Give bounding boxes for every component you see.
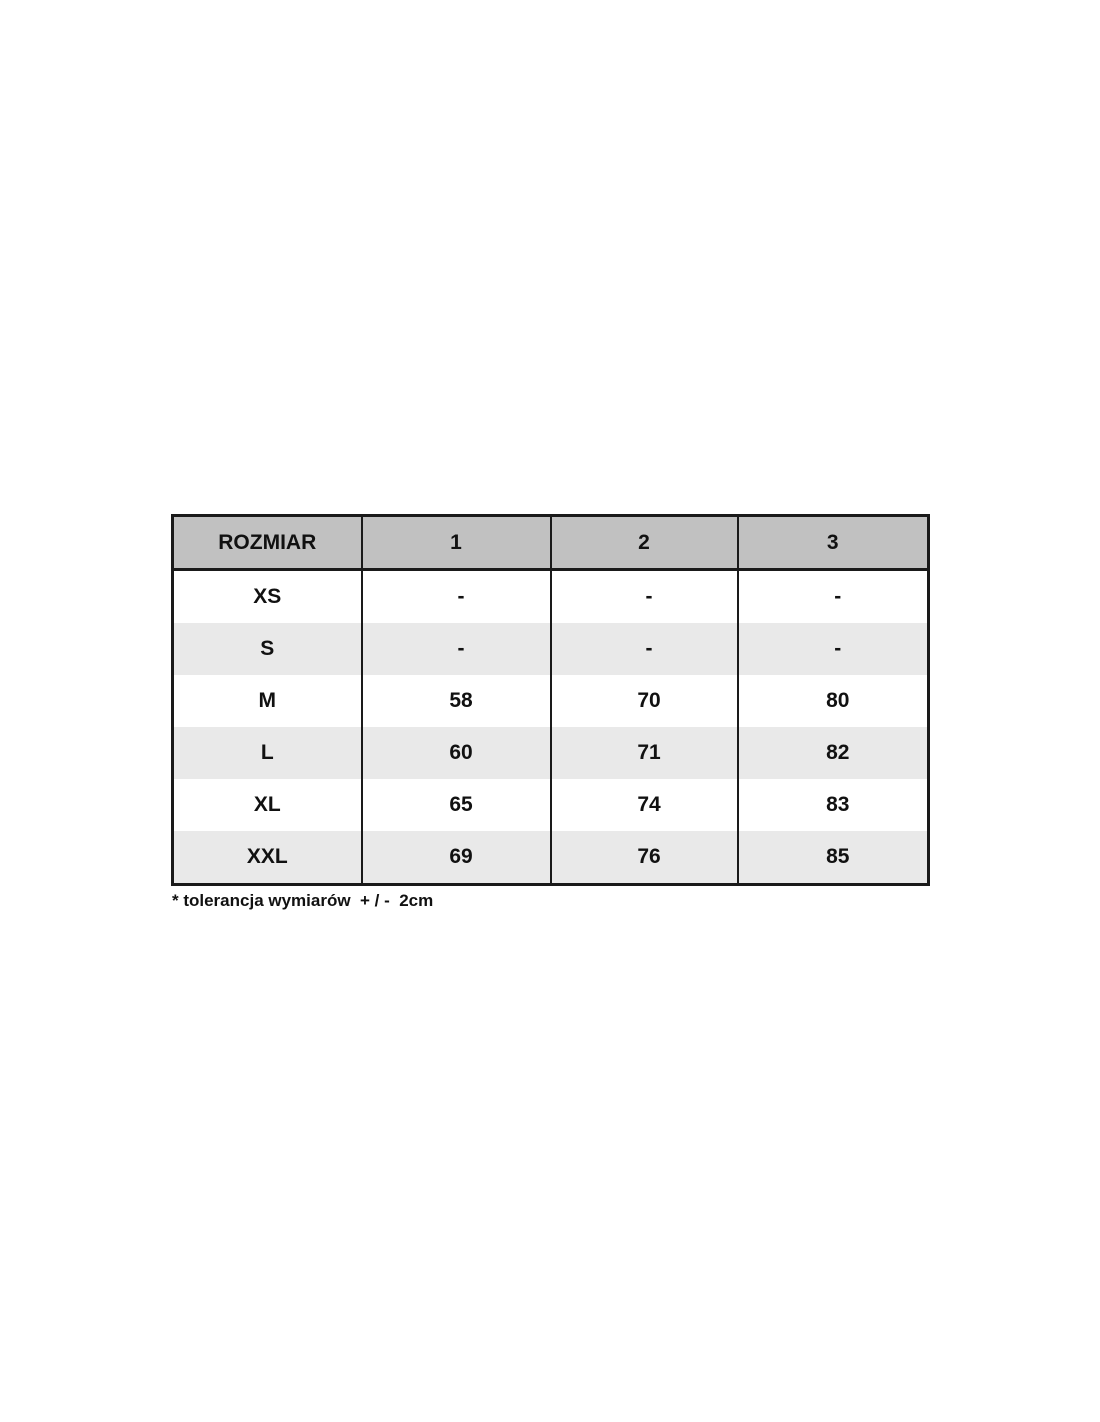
size-label: S bbox=[173, 623, 362, 675]
header-measure-1: 1 bbox=[362, 516, 551, 570]
tolerance-note: * tolerancja wymiarów + / - 2cm bbox=[172, 891, 434, 910]
measure-cell: 83 bbox=[738, 779, 929, 831]
size-chart-body bbox=[173, 570, 929, 885]
header-row bbox=[173, 516, 929, 570]
size-label: XXL bbox=[173, 831, 362, 885]
header-size-column: ROZMIAR bbox=[173, 516, 362, 570]
table-row bbox=[173, 779, 929, 831]
measure-cell: - bbox=[362, 623, 551, 675]
measure-cell: 60 bbox=[362, 727, 551, 779]
measure-cell: 71 bbox=[551, 727, 738, 779]
measure-cell: - bbox=[738, 570, 929, 624]
table-row bbox=[173, 570, 929, 624]
size-label: L bbox=[173, 727, 362, 779]
measure-cell: - bbox=[551, 623, 738, 675]
size-label: XS bbox=[173, 570, 362, 624]
measure-cell: 69 bbox=[362, 831, 551, 885]
header-measure-3: 3 bbox=[738, 516, 929, 570]
measure-cell: 76 bbox=[551, 831, 738, 885]
size-label: M bbox=[173, 675, 362, 727]
header-measure-2: 2 bbox=[551, 516, 738, 570]
measure-cell: - bbox=[551, 570, 738, 624]
measure-cell: 85 bbox=[738, 831, 929, 885]
measure-cell: - bbox=[738, 623, 929, 675]
table-row bbox=[173, 831, 929, 885]
table-row bbox=[173, 675, 929, 727]
measure-cell: 74 bbox=[551, 779, 738, 831]
measure-cell: 80 bbox=[738, 675, 929, 727]
table-row bbox=[173, 623, 929, 675]
table-row bbox=[173, 727, 929, 779]
size-chart-table bbox=[171, 514, 930, 886]
measure-cell: - bbox=[362, 570, 551, 624]
measure-cell: 65 bbox=[362, 779, 551, 831]
measure-cell: 58 bbox=[362, 675, 551, 727]
measure-cell: 70 bbox=[551, 675, 738, 727]
size-chart-header bbox=[173, 516, 929, 570]
size-label: XL bbox=[173, 779, 362, 831]
measure-cell: 82 bbox=[738, 727, 929, 779]
